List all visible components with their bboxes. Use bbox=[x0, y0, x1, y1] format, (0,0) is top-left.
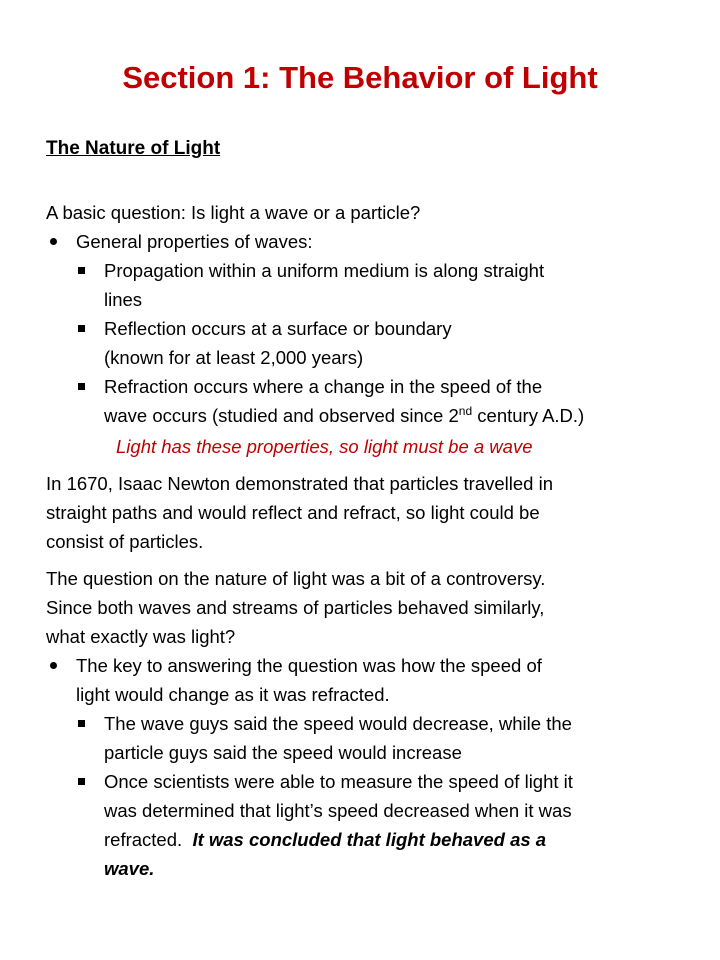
subbullet-line: Propagation within a uniform medium is along straight bbox=[104, 260, 545, 281]
conclusion-emphasis-end: wave. bbox=[104, 858, 155, 879]
subbullet-measurement bbox=[46, 767, 676, 883]
subbullet-line: Reflection occurs at a surface or boundary bbox=[104, 318, 452, 339]
body-content bbox=[46, 198, 676, 883]
newton-paragraph bbox=[46, 469, 676, 556]
page-title: Section 1: The Behavior of Light bbox=[122, 60, 598, 95]
bullet-dot-icon bbox=[50, 662, 57, 669]
subbullet-line bbox=[104, 825, 676, 854]
bullet-dot-icon bbox=[50, 238, 57, 245]
refraction-text: wave occurs (studied and observed since 2 bbox=[104, 405, 459, 426]
square-bullet-icon bbox=[78, 720, 85, 727]
square-bullet-icon bbox=[78, 267, 85, 274]
subbullet-line: was determined that light’s speed decreased when it was bbox=[104, 800, 572, 821]
subbullet-line: Once scientists were able to measure the speed of light it bbox=[104, 771, 573, 792]
subbullet-reflection bbox=[46, 314, 676, 372]
square-bullet-icon bbox=[78, 383, 85, 390]
section-subheading: The Nature of Light bbox=[46, 138, 221, 159]
ordinal-suffix: nd bbox=[458, 403, 473, 418]
refraction-text-end: century A.D.) bbox=[472, 405, 585, 426]
paragraph-line: In 1670, Isaac Newton demonstrated that particles travelled in bbox=[46, 473, 553, 494]
paragraph-line: The question on the nature of light was a bit of a controversy. bbox=[46, 568, 546, 589]
subbullet-line: The wave guys said the speed would decrease, while the bbox=[104, 713, 572, 734]
square-bullet-icon bbox=[78, 778, 85, 785]
bullet-wave-properties bbox=[46, 227, 676, 256]
spacer bbox=[46, 556, 676, 564]
paragraph-line: consist of particles. bbox=[46, 531, 204, 552]
callout-wave-conclusion: Light has these properties, so light must be a wave bbox=[116, 436, 533, 457]
intro-question: A basic question: Is light a wave or a particle? bbox=[46, 202, 421, 223]
measurement-text: refracted. bbox=[104, 829, 193, 850]
subbullet-line: Refraction occurs where a change in the speed of the bbox=[104, 376, 543, 397]
subbullet-wave-vs-particle bbox=[46, 709, 676, 767]
subbullet-line bbox=[104, 401, 676, 430]
controversy-paragraph bbox=[46, 564, 676, 651]
subbullet-line: particle guys said the speed would increase bbox=[104, 742, 462, 763]
square-bullet-icon bbox=[78, 325, 85, 332]
paragraph-line: straight paths and would reflect and refract, so light could be bbox=[46, 502, 540, 523]
spacer bbox=[46, 461, 676, 469]
conclusion-emphasis: It was concluded that light behaved as a bbox=[192, 829, 547, 850]
bullet-text: General properties of waves: bbox=[76, 231, 313, 252]
paragraph-line: Since both waves and streams of particles behaved similarly, bbox=[46, 597, 545, 618]
bullet-key-question bbox=[46, 651, 676, 709]
subbullet-propagation bbox=[46, 256, 676, 314]
subbullet-refraction bbox=[46, 372, 676, 430]
subbullet-line: lines bbox=[104, 289, 143, 310]
subbullet-line bbox=[104, 854, 676, 883]
bullet-line: light would change as it was refracted. bbox=[76, 684, 390, 705]
subbullet-line: (known for at least 2,000 years) bbox=[104, 347, 364, 368]
bullet-line: The key to answering the question was how the speed of bbox=[76, 655, 542, 676]
paragraph-line: what exactly was light? bbox=[46, 626, 236, 647]
